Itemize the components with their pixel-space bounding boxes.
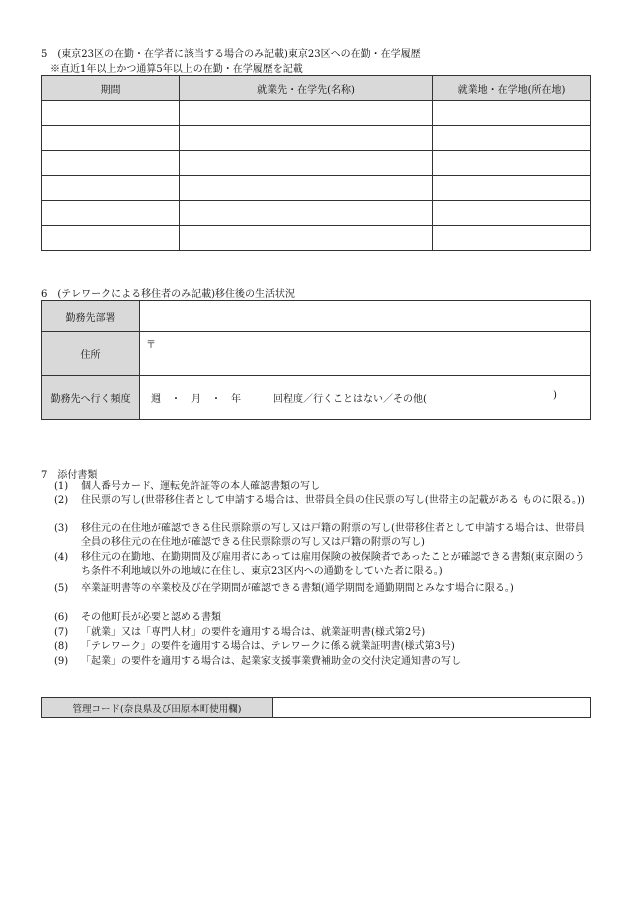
cell-period[interactable]: [42, 151, 180, 176]
cell-employer[interactable]: [180, 176, 433, 201]
item-number: (7): [54, 627, 69, 638]
item-text: 卒業証明書等の卒業校及び在学期間が確認できる書類(通学期間を通勤期間とみなす場合に限る。): [81, 583, 514, 594]
cell-location[interactable]: [433, 151, 591, 176]
table-row: [42, 126, 591, 151]
cell-period[interactable]: [42, 101, 180, 126]
table-row: [42, 201, 591, 226]
admin-code-table: [41, 697, 591, 718]
cell-location[interactable]: [433, 201, 591, 226]
item-text: 個人番号カード、運転免許証等の本人確認書類の写し: [81, 481, 321, 492]
admin-code-field[interactable]: [273, 698, 591, 718]
item-text: その他町長が必要と認める書類: [81, 612, 221, 623]
item-number: (4): [54, 552, 69, 563]
item-text: 移住元の在勤地、在勤期間及び雇用者にあっては雇用保険の被保険者であったことが確認できる書類(東京圏のうち条件不利地域以外の地域に在住し、東京23区内への通勤をしていた者に限る。): [81, 552, 585, 577]
item-number: (6): [54, 612, 69, 623]
section7-heading: 7 添付書類: [41, 470, 98, 481]
section5-note: ※直近1年以上かつ通算5年以上の在勤・在学履歴を記載: [50, 64, 303, 75]
column-header-period: 期間: [42, 76, 180, 101]
cell-period[interactable]: [42, 176, 180, 201]
table-row: [42, 226, 591, 251]
cell-location[interactable]: [433, 101, 591, 126]
section5-heading: 5 (東京23区の在勤・在学者に該当する場合のみ記載)東京23区への在勤・在学履歴: [41, 49, 421, 60]
item-text: 住民票の写し(世帯移住者として申請する場合は、世帯員全員の住民票の写し(世帯主の記載がある ものに限る。)): [81, 495, 585, 506]
item-number: (9): [54, 656, 69, 667]
item-number: (2): [54, 495, 69, 506]
item-number: (5): [54, 583, 69, 594]
column-header-employer: 就業先・在学先(名称): [180, 76, 433, 101]
frequency-label: 勤務先へ行く頻度: [42, 376, 140, 420]
postal-mark: 〒: [146, 340, 156, 351]
cell-period[interactable]: [42, 201, 180, 226]
address-field[interactable]: [140, 332, 591, 376]
item-text: 「就業」又は「専門人材」の要件を適用する場合は、就業証明書(様式第2号): [81, 627, 426, 638]
admin-code-label: 管理コード(奈良県及び田原本町使用欄): [42, 698, 273, 718]
item-text: 移住元の在住地が確認できる住民票除票の写し又は戸籍の附票の写し(世帯移住者として申請する場合は、世帯員全員の移住元の在住地が確認できる住民票除票の写し又は戸籍の附票の写し): [81, 523, 585, 548]
history-table: [41, 75, 591, 251]
dept-field[interactable]: [140, 301, 591, 332]
cell-location[interactable]: [433, 126, 591, 151]
item-text: 「テレワーク」の要件を適用する場合は、テレワークに係る就業証明書(様式第3号): [81, 641, 455, 652]
address-label: 住所: [42, 332, 140, 376]
table-row: [42, 101, 591, 126]
cell-employer[interactable]: [180, 126, 433, 151]
cell-location[interactable]: [433, 226, 591, 251]
cell-employer[interactable]: [180, 201, 433, 226]
item-number: (8): [54, 641, 69, 652]
cell-employer[interactable]: [180, 101, 433, 126]
frequency-field[interactable]: [140, 376, 591, 420]
cell-period[interactable]: [42, 126, 180, 151]
cell-period[interactable]: [42, 226, 180, 251]
item-text: 「起業」の要件を適用する場合は、起業家支援事業費補助金の交付決定通知書の写し: [81, 656, 461, 667]
frequency-units: 週 ・ 月 ・ 年: [151, 394, 241, 405]
column-header-location: 就業地・在学地(所在地): [433, 76, 591, 101]
frequency-options: 回程度／行くことはない／その他(: [273, 394, 427, 405]
item-number: (1): [54, 481, 69, 492]
living-status-table: [41, 300, 591, 420]
cell-employer[interactable]: [180, 151, 433, 176]
section6-heading: 6 (テレワークによる移住者のみ記載)移住後の生活状況: [41, 289, 295, 300]
item-number: (3): [54, 523, 69, 534]
cell-location[interactable]: [433, 176, 591, 201]
table-row: [42, 176, 591, 201]
table-row: [42, 151, 591, 176]
dept-label: 勤務先部署: [42, 301, 140, 332]
frequency-close-paren: ): [553, 390, 557, 401]
cell-employer[interactable]: [180, 226, 433, 251]
